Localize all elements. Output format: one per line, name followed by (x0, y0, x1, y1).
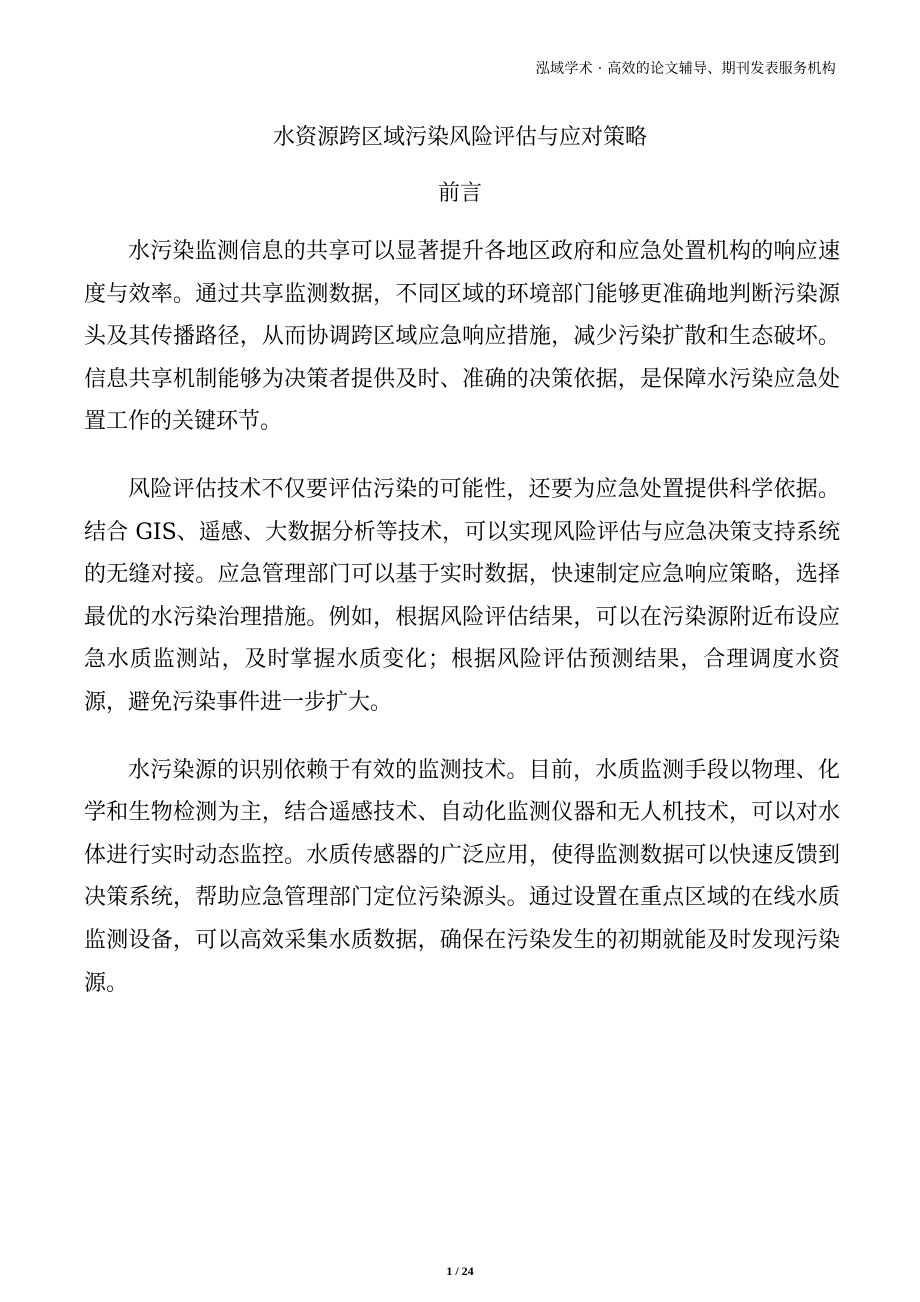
page-header: 泓域学术 · 高效的论文辅导、期刊发表服务机构 (535, 61, 836, 77)
paragraph: 水污染监测信息的共享可以显著提升各地区政府和应急处置机构的响应速度与效率。通过共享监测数据，不同区域的环境部门能够更准确地判断污染源头及其传播路径，从而协调跨区域应急响应措施，减少污染扩散和生态破坏。信息共享机制能够为决策者提供及时、准确的决策依据，是保障水污染应急处置工作的关键环节。 (84, 239, 840, 435)
paragraph: 水污染源的识别依赖于有效的监测技术。目前，水质监测手段以物理、化学和生物检测为主，结合遥感技术、自动化监测仪器和无人机技术，可以对水体进行实时动态监控。水质传感器的广泛应用，使得监测数据可以快速反馈到决策系统，帮助应急管理部门定位污染源头。通过设置在重点区域的在线水质监测设备，可以高效采集水质数据，确保在污染发生的初期就能及时发现污染源。 (84, 757, 840, 996)
page-number: 1 / 24 (446, 1264, 474, 1278)
document-title: 水资源跨区域污染风险评估与应对策略 (272, 125, 647, 150)
paragraph: 风险评估技术不仅要评估污染的可能性，还要为应急处置提供科学依据。结合 GIS、遥感、大数据分析等技术，可以实现风险评估与应急决策支持系统的无缝对接。应急管理部门可以基于实时数据，快速制定应急响应策略，选择最优的水污染治理措施。例如，根据风险评估结果，可以在污染源附近布设应急水质监测站，及时掌握水质变化；根据风险评估预测结果，合理调度水资源，避免污染事件进一步扩大。 (84, 476, 840, 715)
body-text (84, 231, 840, 1005)
section-heading: 前言 (437, 181, 482, 206)
